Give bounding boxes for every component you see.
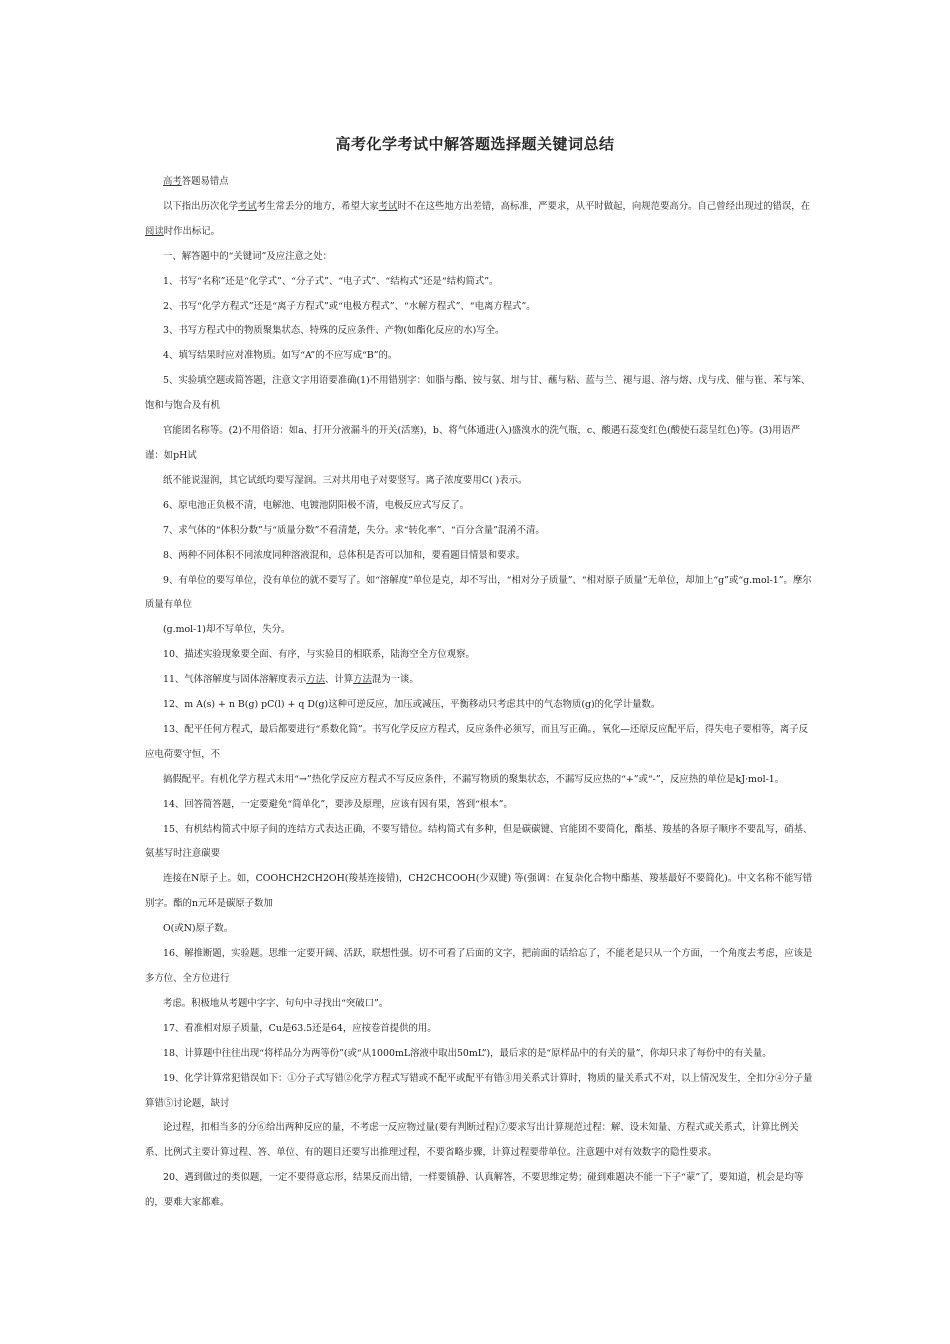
item-10: 10、描述实验现象要全面、有序，与实验目的相联系，陆海空全方位观察。	[163, 649, 475, 661]
item-19-part-b: 论过程，扣相当多的分⑥给出两种反应的量，不考虑一反应物过量(要有判断过程)⑦要求写出计算规范过程：解、设未知量、方程式或关系式，计算比例关系、比例式主要计算过程、答、单位、有的题目还要写出推理过程，不要省略步骤，计算过程要带单位。注意题中对有效数字的隐性要求。	[145, 1122, 799, 1159]
subtitle: 高考答题易错点	[163, 176, 229, 187]
item-12: 12、m A(s) + n B(g) pC(l) + q D(g)这种可逆反应，加压或减压，平衡移动只考虑其中的气态物质(g)的化学计量数。	[163, 699, 661, 711]
intro-paragraph: 以下指出历次化学考试考生常丢分的地方，希望大家考试时不在这些地方出差错，高标准，严要求，从平时做起，向规范要高分。自己曾经出现过的错误，在阅读时作出标记。	[145, 200, 810, 237]
item-9-part-b: (g.mol-1)却不写单位，失分。	[163, 624, 291, 636]
gaokao-link[interactable]: 高考	[163, 176, 182, 187]
item-13-part-a: 13、配平任何方程式，最后都要进行“系数化简”。书写化学反应方程式，反应条件必须写，而且写正确。，氧化—还原反应配平后，得失电子要相等，离子反应电荷要守恒，不	[145, 723, 808, 760]
item-6: 6、原电池正负极不清，电解池、电镀池阴阳极不清，电极反应式写反了。	[163, 499, 469, 511]
item-8: 8、两种不同体积不同浓度同种溶液混和，总体积是否可以加和，要看题目情景和要求。	[163, 549, 526, 561]
item-15-part-b: 连接在N原子上。如，COOHCH2CH2OH(羧基连接错)，CH2CHCOOH(少双键) 等(强调：在复杂化合物中酯基、羧基最好不要简化)。中文名称不能写错别字。酯的n元环是碳原子数加	[145, 873, 813, 910]
item-13-part-b: 搞假配平。有机化学方程式未用“→”热化学反应方程式不写反应条件，不漏写物质的聚集状态，不漏写反应热的“+”或“-”，反应热的单位是kJ·mol-1。	[163, 773, 785, 785]
item-15-part-c: O(或N)原子数。	[163, 923, 234, 935]
exam-link-2[interactable]: 考试	[378, 200, 398, 212]
item-15-part-a: 15、有机结构简式中原子间的连结方式表达正确，不要写错位。结构简式有多种，但是碳碳键、官能团不要简化，酯基、羧基的各原子顺序不要乱写，硝基、氨基写时注意碳要	[145, 823, 813, 860]
item-18: 18、计算题中往往出现“将样品分为两等份”(或“从1000mL溶液中取出50mL”)，最后求的是“原样品中的有关的量”，你却只求了每份中的有关量。	[163, 1047, 772, 1059]
document-body	[145, 170, 813, 1216]
method-link-2[interactable]: 方法	[353, 674, 372, 686]
item-2: 2、书写“化学方程式”还是“离子方程式”或“电极方程式”、“水解方程式”、“电离方程式”。	[163, 300, 536, 312]
item-1: 1、书写“名称”还是“化学式”、“分子式”、“电子式”、“结构式”还是“结构简式”。	[163, 275, 499, 287]
item-4: 4、填写结果时应对准物质。如写“A”的不应写成“B”的。	[163, 350, 398, 362]
item-20: 20、遇到做过的类似题，一定不要得意忘形，结果反而出错，一样要镇静、认真解答，不要思维定势；碰到难题决不能一下子“蒙”了，要知道，机会是均等的，要难大家都难。	[145, 1172, 804, 1209]
page-title: 高考化学考试中解答题选择题关键词总结	[335, 135, 615, 153]
item-5-part-a: 5、实验填空题或简答题，注意文字用语要准确(1)不用错别字：如脂与酯、铵与氨、坩与甘、蘸与粘、蓝与兰、褪与退、溶与熔、戊与戌、催与崔、苯与笨、饱和与饱合及有机	[145, 375, 811, 412]
item-3: 3、书写方程式中的物质聚集状态、特殊的反应条件、产物(如酯化反应的水)写全。	[163, 325, 505, 337]
reading-link[interactable]: 阅读	[145, 225, 164, 237]
item-9-part-a: 9、有单位的要写单位，没有单位的就不要写了。如“溶解度”单位是克，却不写出，“相对分子质量”、“相对原子质量”无单位，却加上“g”或“g.mol-1”。摩尔质量有单位	[145, 574, 812, 611]
exam-link-1[interactable]: 考试	[238, 200, 257, 212]
method-link-1[interactable]: 方法	[306, 674, 325, 686]
item-7: 7、求气体的“体积分数”与“质量分数”不看清楚，失分。求“转化率”、“百分含量”混淆不清。	[163, 524, 545, 536]
item-16-part-b: 考虑。积极地从考题中字字、句句中寻找出“突破口”。	[163, 997, 389, 1009]
item-5-part-b: 官能团名称等。(2)不用俗语：如a、打开分液漏斗的开关(活塞)，b、将气体通进(入)盛溴水的洗气瓶，c、酸遇石蕊变红色(酸使石蕊呈红色)等。(3)用语严谨：如pH试	[145, 425, 801, 461]
item-5-part-c: 纸不能说湿润，其它试纸均要写湿润。三对共用电子对要竖写。离子浓度要用C( )表示。	[163, 474, 528, 486]
item-17: 17、看准相对原子质量，Cu是63.5还是64，应按卷首提供的用。	[163, 1022, 437, 1034]
item-16-part-a: 16、解推断题，实验题。思维一定要开阔、活跃，联想性强。切不可看了后面的文字，把前面的话给忘了，不能老是只从一个方面，一个角度去考虑，应该是多方位、全方位进行	[145, 948, 813, 984]
item-11: 11、气体溶解度与固体溶解度表示方法、计算方法混为一谈。	[163, 674, 419, 686]
item-19-part-a: 19、化学计算常犯错误如下：①分子式写错②化学方程式写错或不配平或配平有错③用关系式计算时，物质的量关系式不对，以上情况发生，全扣分④分子量算错⑤讨论题，缺讨	[145, 1072, 813, 1109]
item-14: 14、回答简答题，一定要避免“简单化”，要涉及原理，应该有因有果，答到“根本”。	[163, 798, 513, 810]
section-heading-1: 一、解答题中的“关键词”及应注意之处：	[163, 250, 332, 262]
